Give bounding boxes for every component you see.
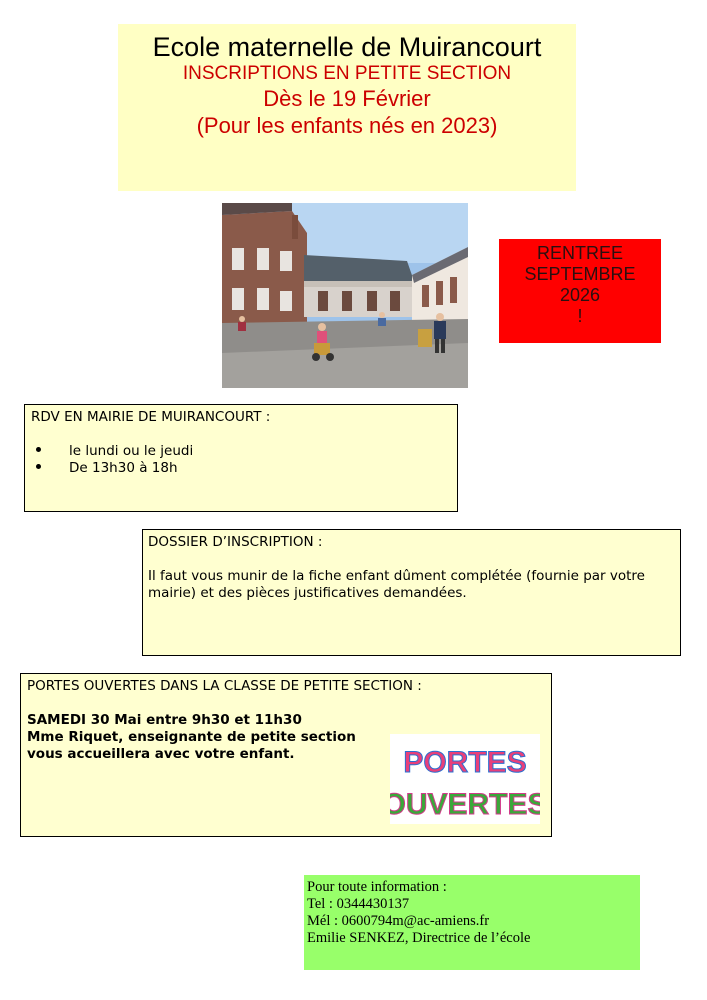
- rdv-heading: RDV EN MAIRIE DE MUIRANCOURT :: [31, 409, 271, 425]
- bullet-icon: [36, 464, 41, 469]
- inscription-subtitle: INSCRIPTIONS EN PETITE SECTION: [182, 63, 512, 84]
- rentree-line: 2026: [559, 285, 601, 305]
- portes-heading: PORTES OUVERTES DANS LA CLASSE DE PETITE SECTION :: [27, 678, 422, 694]
- school-photo: [222, 203, 468, 388]
- contact-intro: Pour toute information :: [307, 879, 447, 895]
- contact-mail: Mél : 0600794m@ac-amiens.fr: [307, 913, 490, 929]
- header-banner: [118, 24, 576, 191]
- birth-year-line: (Pour les enfants nés en 2023): [196, 113, 498, 138]
- logo-word-portes: PORTES: [403, 746, 527, 779]
- list-item: [31, 443, 451, 460]
- list-item: [31, 460, 451, 477]
- rentree-line: SEPTEMBRE: [524, 264, 636, 284]
- dossier-box: [142, 529, 681, 656]
- school-title: Ecole maternelle de Muirancourt: [152, 32, 542, 62]
- school-photo-image: [222, 203, 468, 388]
- rdv-list: [31, 443, 451, 477]
- contact-box: [304, 875, 640, 970]
- logo-word-ouvertes: OUVERTES: [390, 788, 540, 821]
- rentree-badge: [499, 239, 661, 343]
- rentree-line: !: [577, 306, 583, 326]
- rentree-line: RENTREE: [536, 243, 623, 263]
- contact-name: Emilie SENKEZ, Directrice de l’école: [307, 930, 531, 946]
- rdv-box: [24, 404, 458, 512]
- date-line: Dès le 19 Février: [263, 86, 431, 111]
- dossier-heading: DOSSIER D’INSCRIPTION :: [148, 534, 323, 550]
- portes-ouvertes-logo: [390, 734, 540, 824]
- dossier-text: Il faut vous munir de la fiche enfant dûment complétée (fournie par votre mairie) et des pièces justificatives demandées.: [148, 568, 645, 601]
- portes-ouvertes-logo-image: [390, 734, 540, 824]
- rdv-item-text: De 13h30 à 18h: [69, 460, 178, 476]
- portes-date: SAMEDI 30 Mai entre 9h30 et 11h30: [27, 712, 302, 728]
- contact-tel: Tel : 0344430137: [307, 896, 410, 912]
- bullet-icon: [36, 447, 41, 452]
- portes-welcome: vous accueillera avec votre enfant.: [27, 746, 295, 762]
- portes-teacher: Mme Riquet, enseignante de petite section: [27, 729, 356, 745]
- rdv-item-text: le lundi ou le jeudi: [69, 443, 194, 459]
